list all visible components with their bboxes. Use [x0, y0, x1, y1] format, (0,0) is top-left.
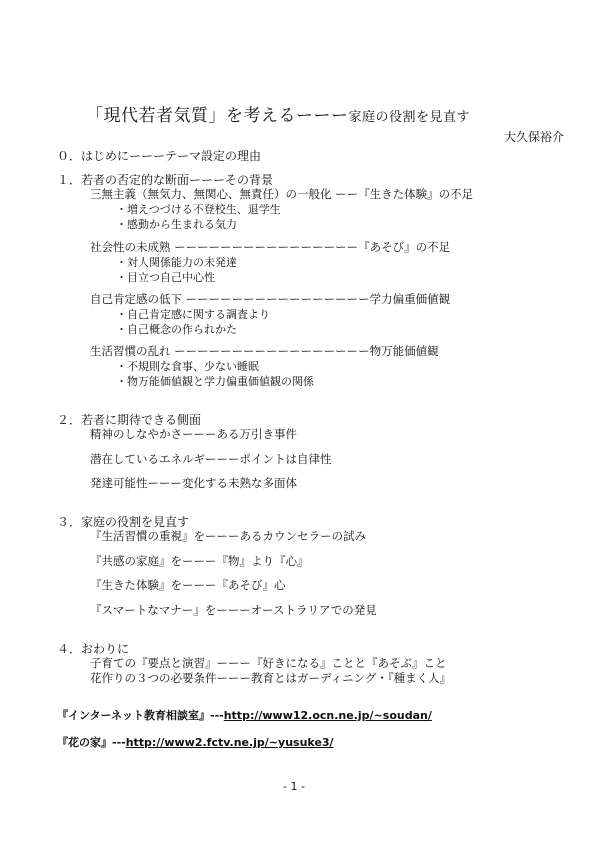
section-1-item-1-bullet-2: ・感動から生まれる気力 [116, 218, 237, 231]
section-1-item-3-bullet-2: ・自己概念の作られかた [116, 323, 237, 336]
section-1-item-3: 自己肯定感の低下 ーーーーーーーーーーーーーーーー学力偏重価値観 [90, 292, 451, 306]
section-1-item-4: 生活習慣の乱れ ーーーーーーーーーーーーーーーーー物万能価値観 [90, 344, 439, 358]
section-2-item-2: 潜在しているエネルギーーーポイントは自律性 [90, 452, 332, 466]
section-3-item-1: 『生活習慣の重視』をーーーあるカウンセラーの試み [90, 529, 366, 543]
section-1-item-4-bullet-2: ・物万能価値観と学力偏重価値観の関係 [116, 375, 314, 388]
section-2-item-1: 精神のしなやかさーーーある万引き事件 [90, 427, 297, 441]
section-3-item-4: 『スマートなマナー』をーーーオーストラリアでの発見 [90, 603, 377, 617]
section-1-item-4-bullet-1: ・不規則な食事、少ない睡眠 [116, 360, 259, 373]
section-1-item-1: 三無主義（無気力、無関心、無責任）の一般化 ーー『生きた体験』の不足 [90, 187, 474, 201]
section-0-heading: ０．はじめにーーーテーマ設定の理由 [57, 149, 262, 163]
title-main: 「現代若者気質」を考える [86, 106, 296, 126]
section-1-item-2: 社会性の未成熟 ーーーーーーーーーーーーーーーー『あそび』の不足 [90, 240, 451, 254]
section-2-item-3: 発達可能性ーーー変化する未熟な多面体 [90, 476, 297, 490]
page-number: - 1 - [283, 780, 305, 793]
document-title [86, 108, 470, 125]
section-3-heading: ３．家庭の役割を見直す [57, 515, 190, 529]
section-4-heading: ４．おわりに [57, 642, 130, 656]
link-2-label: 『花の家』--- [57, 736, 126, 749]
section-3-item-3: 『生きた体験』をーーー『あそび』心 [90, 578, 286, 592]
link-2-url[interactable]: http://www2.fctv.ne.jp/~yusuke3/ [125, 736, 334, 749]
section-4-item-2: 花作りの３つの必要条件ーーー教育とはガーディニング・『種まく人』 [90, 671, 452, 685]
title-sub: 家庭の役割を見直す [348, 110, 471, 125]
link-line-1 [57, 710, 432, 721]
section-2-heading: ２．若者に期待できる側面 [57, 413, 202, 427]
link-line-2 [57, 737, 334, 748]
section-4-item-1: 子育ての『要点と演習』ーーー『好きになる』ことと『あそぶ』こと [90, 656, 447, 670]
section-1-heading: １．若者の否定的な断面ーーーその背景 [57, 173, 274, 187]
section-1-item-1-bullet-1: ・増えつづける不登校生、退学生 [116, 203, 281, 216]
section-1-item-2-bullet-2: ・目立つ自己中心性 [116, 271, 215, 284]
section-3-item-2: 『共感の家庭』をーーー『物』より『心』 [90, 554, 309, 568]
author-name: 大久保裕介 [503, 130, 564, 144]
title-dash: ーーー [296, 106, 349, 126]
link-1-url[interactable]: http://www12.ocn.ne.jp/~soudan/ [223, 709, 432, 722]
section-1-item-3-bullet-1: ・自己肯定感に関する調査より [116, 308, 270, 321]
link-1-label: 『インターネット教育相談室』--- [57, 709, 224, 722]
section-1-item-2-bullet-1: ・対人関係能力の未発達 [116, 256, 237, 269]
